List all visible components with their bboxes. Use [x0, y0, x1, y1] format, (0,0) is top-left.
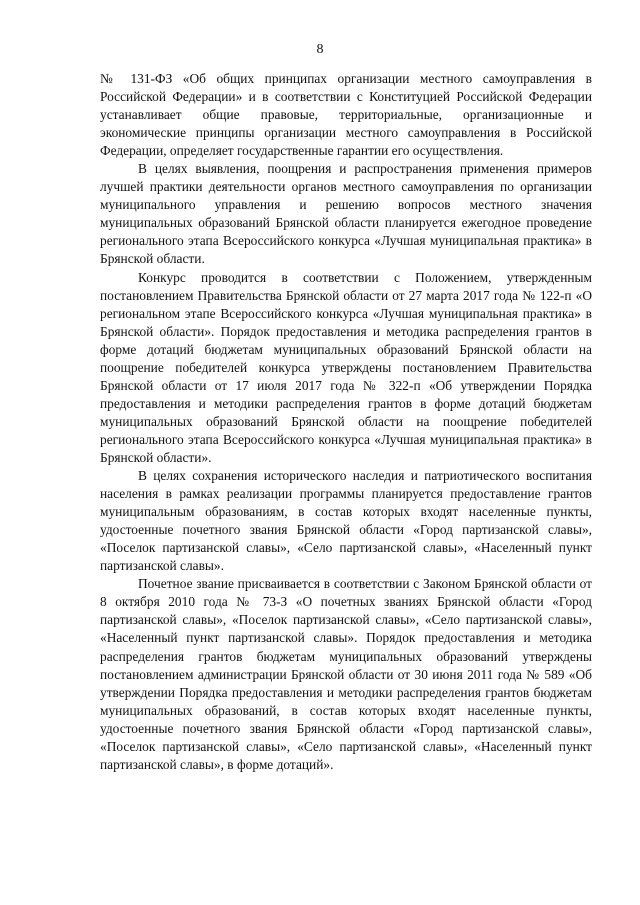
paragraph-3: Конкурс проводится в соответствии с Положением, утвержденным постановлением Правительства Брянской области от 27 марта 2017 года № 122-п «О региональном этапе Всероссийского конкурса «Лучшая муниципальная практика» в Брянской области». Порядок предоставления и методика распределения грантов в форме дотаций бюджетам муниципальных образований Брянской области на поощрение победителей конкурса утверждены постановлением Правительства Брянской области от 17 июля 2017 года № 322-п «Об утверждении Порядка предоставления и методики распределения грантов в форме дотаций бюджетам муниципальных образований Брянской области на поощрение победителей регионального этапа Всероссийского конкурса «Лучшая муниципальная практика» в Брянской области».	[100, 269, 592, 465]
paragraph-5: Почетное звание присваивается в соответствии с Законом Брянской области от 8 октября 2010 года № 73-З «О почетных званиях Брянской области «Город партизанской славы», «Поселок партизанской славы», «Село партизанской славы», «Населенный пункт партизанской славы». Порядок предоставления и методика распределения грантов бюджетам муниципальных образований утверждены постановлением администрации Брянской области от 30 июня 2011 года № 589 «Об утверждении Порядка предоставления и методики распределения грантов бюджетам муниципальных образований, в состав которых входят населенные пункты, удостоенные почетного звания Брянской области «Город партизанской славы», «Поселок партизанской славы», «Село партизанской славы», «Населенный пункт партизанской славы», в форме дотаций».	[100, 576, 592, 772]
body-text	[100, 70, 592, 774]
paragraph-1: № 131-ФЗ «Об общих принципах организации местного самоуправления в Российской Федерации» и в соответствии с Конституцией Российской Федерации устанавливает общие правовые, территориальные, организационные и экономические принципы организации местного самоуправления в Российской Федерации, определяет государственные гарантии его осуществления.	[100, 71, 592, 159]
page-number: 8	[316, 42, 324, 57]
paragraph-4: В целях сохранения исторического наследия и патриотического воспитания населения в рамках реализации программы планируется предоставление грантов муниципальным образованиям, в состав которых входят населенные пункты, удостоенные почетного звания Брянской области «Город партизанской славы», «Поселок партизанской славы», «Село партизанской славы», «Населенный пункт партизанской славы».	[100, 468, 592, 574]
paragraph-2: В целях выявления, поощрения и распространения применения примеров лучшей практики деятельности органов местного самоуправления по организации муниципального управления и решению вопросов местного значения муниципальных образований Брянской области планируется ежегодное проведение регионального этапа Всероссийского конкурса «Лучшая муниципальная практика» в Брянской области.	[100, 161, 592, 267]
